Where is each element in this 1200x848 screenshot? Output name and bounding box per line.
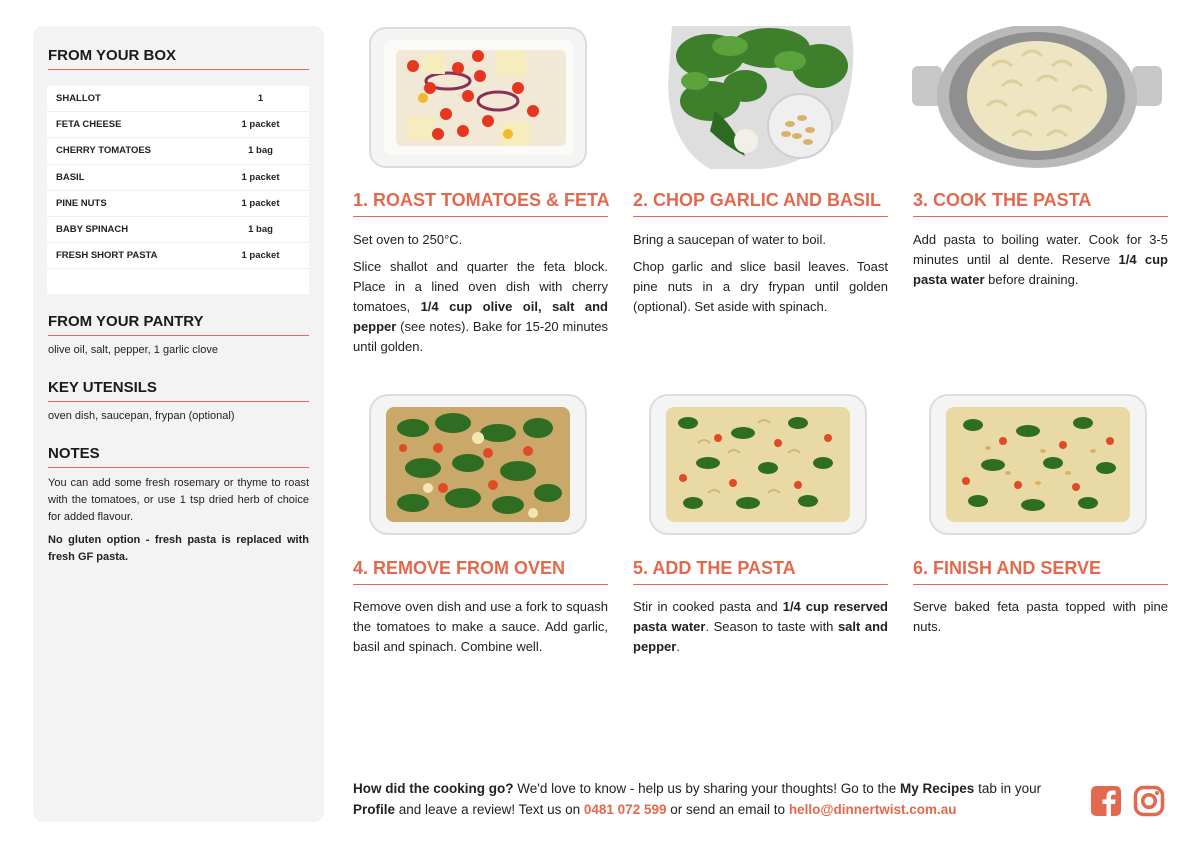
text-span: Add pasta to boiling water. Cook for 3-5 minutes until al dente. Reserve <box>913 232 1168 267</box>
step-1-para-2 <box>353 257 608 357</box>
text-span: or send an email to <box>666 802 789 817</box>
feedback-footer <box>353 778 1073 820</box>
table-row <box>47 191 309 217</box>
text-span: (see notes). Bake for 15-20 minutes until golden. <box>353 319 608 354</box>
phone-link[interactable]: 0481 072 599 <box>583 802 667 817</box>
my-recipes-link[interactable]: My Recipes <box>900 781 975 796</box>
notes-gluten-text: No gluten option - fresh pasta is replaced with fresh GF pasta. <box>48 534 309 563</box>
text-span: Slice shallot and quarter the feta block. Place in a lined oven dish with cherry tomatoes, <box>353 259 608 314</box>
ingredient-qty: 1 packet <box>241 119 280 131</box>
ingredient-name: FRESH SHORT PASTA <box>56 250 158 262</box>
text-span: and leave a review! Text us on <box>395 802 584 817</box>
step-1-para-1: Set oven to 250°C. <box>353 232 463 247</box>
table-row <box>47 112 309 138</box>
bold-span: salt and pepper <box>633 619 888 654</box>
notes-block <box>48 475 309 572</box>
notes-heading: NOTES <box>48 445 309 468</box>
facebook-icon[interactable] <box>1090 785 1122 817</box>
step-2-para-1: Bring a saucepan of water to boil. <box>633 232 826 247</box>
step-5-text <box>633 597 888 664</box>
step-6-title: 6. FINISH AND SERVE <box>913 558 1168 585</box>
ingredient-qty: 1 <box>257 93 264 105</box>
feedback-question: How did the cooking go? <box>353 781 514 796</box>
cook-pasta-photo <box>912 26 1162 169</box>
notes-text: You can add some fresh rosemary or thyme to roast with the tomatoes, or use 1 tsp dried herb of choice for added flavour. <box>48 477 309 523</box>
bold-span: 1/4 cup olive oil, salt and pepper <box>353 299 609 334</box>
roast-tomatoes-feta-photo <box>368 26 588 169</box>
from-your-box-heading: FROM YOUR BOX <box>48 47 309 70</box>
step-1-text <box>353 230 608 364</box>
step-5-para <box>633 597 888 657</box>
bold-span: 1/4 cup reserved pasta water <box>633 599 888 634</box>
step-2-text <box>633 230 888 324</box>
step-6-para: Serve baked feta pasta topped with pine nuts. <box>913 599 1168 634</box>
ingredient-qty: 1 packet <box>241 250 280 262</box>
email-link[interactable]: hello@dinnertwist.com.au <box>788 802 957 817</box>
key-utensils-heading: KEY UTENSILS <box>48 379 309 402</box>
text-span: Stir in cooked pasta and <box>633 599 783 614</box>
ingredient-qty: 1 bag <box>248 224 273 236</box>
table-row <box>47 138 309 164</box>
box-ingredients-table <box>47 86 309 294</box>
bold-span: 1/4 cup pasta water <box>913 252 1168 287</box>
ingredients-sidebar <box>33 26 324 822</box>
step-4-text <box>353 597 608 664</box>
table-row <box>47 86 309 112</box>
finish-and-serve-photo <box>928 393 1148 536</box>
step-4-title: 4. REMOVE FROM OVEN <box>353 558 608 585</box>
utensils-text: oven dish, saucepan, frypan (optional) <box>48 410 235 422</box>
add-pasta-photo <box>648 393 868 536</box>
ingredient-qty: 1 packet <box>241 197 280 209</box>
pantry-text: olive oil, salt, pepper, 1 garlic clove <box>48 344 218 356</box>
text-span: . Season to taste with <box>705 619 838 634</box>
ingredient-qty: 1 packet <box>241 171 280 183</box>
instagram-icon[interactable] <box>1133 785 1165 817</box>
ingredient-name: BABY SPINACH <box>56 224 129 236</box>
text-span: We'd love to know - help us by sharing your thoughts! Go to the <box>513 781 901 796</box>
ingredient-name: PINE NUTS <box>56 197 107 209</box>
text-span: before draining. <box>984 272 1079 287</box>
table-row <box>47 243 309 269</box>
table-row <box>47 217 309 243</box>
profile-link[interactable]: Profile <box>353 802 396 817</box>
text-span: . <box>676 639 680 654</box>
remove-from-oven-photo <box>368 393 588 536</box>
step-4-para: Remove oven dish and use a fork to squash the tomatoes to make a sauce. Add garlic, basil and spinach. Combine well. <box>353 599 608 654</box>
step-3-title: 3. COOK THE PASTA <box>913 190 1168 217</box>
step-6-text <box>913 597 1168 644</box>
ingredient-name: FETA CHEESE <box>56 119 122 131</box>
step-3-text <box>913 230 1168 297</box>
ingredient-name: BASIL <box>56 171 85 183</box>
ingredient-name: CHERRY TOMATOES <box>56 145 152 157</box>
step-1-title: 1. ROAST TOMATOES & FETA <box>353 190 608 217</box>
ingredient-name: SHALLOT <box>56 93 101 105</box>
step-2-title: 2. CHOP GARLIC AND BASIL <box>633 190 888 217</box>
from-your-pantry-heading: FROM YOUR PANTRY <box>48 313 309 336</box>
ingredient-qty: 1 bag <box>248 145 273 157</box>
step-3-para <box>913 230 1168 290</box>
step-5-title: 5. ADD THE PASTA <box>633 558 888 585</box>
chop-garlic-basil-photo <box>650 26 870 169</box>
step-2-para-2: Chop garlic and slice basil leaves. Toast pine nuts in a dry frypan until golden (optional). Set aside with spinach. <box>633 259 888 314</box>
table-row <box>47 165 309 191</box>
text-span: tab in your <box>974 781 1042 796</box>
